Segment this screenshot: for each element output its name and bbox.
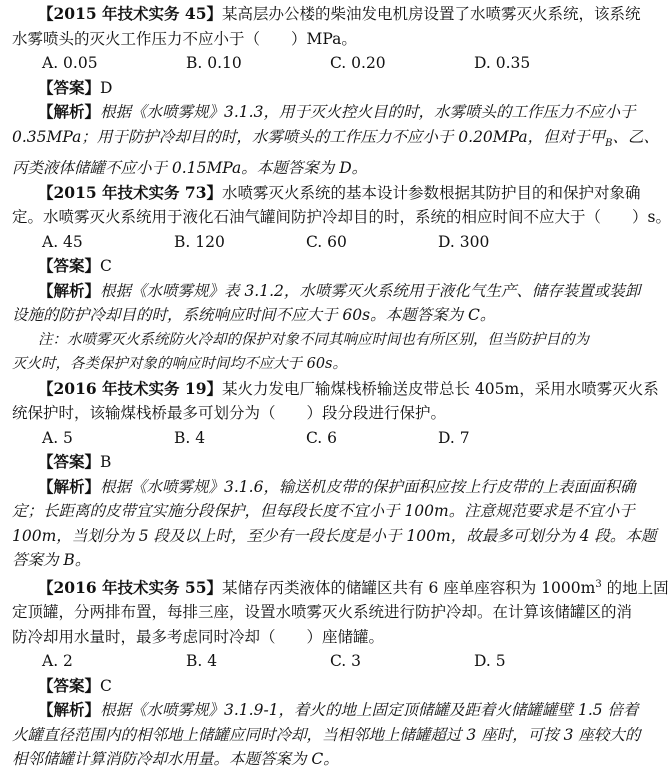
question-stem: 定顶罐，分两排布置，每排三座，设置水喷雾灭火系统进行防护冷却。在计算该储罐区的消 [12,603,633,622]
option-a: A. 2 [42,652,73,671]
question-stem: 水雾喷头的灭火工作压力不应小于（ ）MPa。 [12,29,357,48]
analysis-label: 【解析】 [38,476,101,496]
analysis-line: 【解析】根据《水喷雾规》3.1.9-1，着火的地上固定顶储罐及距着火储罐罐壁 1.5 倍着 [38,700,639,720]
question-4 [12,573,669,772]
note-line: 灭火时，各类保护对象的响应时间均不应大于 60s。 [12,356,347,373]
analysis-line: 定；长距离的皮带宜实施分段保护，但每段长度不宜小于 100m。注意规范要求是不宜小于 [12,502,635,521]
question-1 [12,2,660,181]
analysis-line: 答案为 B。 [12,551,91,570]
analysis-line: 设施的防护冷却目的时，系统响应时间不应大于 60s。本题答案为 C。 [12,306,496,325]
option-b: B. 120 [174,232,225,251]
option-b: B. 4 [174,428,206,447]
option-c: C. 0.20 [330,54,386,72]
option-a: A. 0.05 [42,54,98,72]
answer-label: 【答案】 [38,77,101,97]
analysis-line: 0.35MPa；用于防护冷却目的时，水雾喷头的工作压力不应小于 0.20MPa，但对于甲$_B$、乙、 [12,127,660,149]
note-line: 注：水喷雾灭火系统防火冷却的保护对象不同其响应时间也有所区别，但当防护目的为 [38,331,589,348]
answer-value: C [100,676,112,695]
question-stem: 【2015 年技术实务 73】水喷雾灭火系统的基本设计参数根据其防护目的和保护对象确 [38,182,641,202]
answer-label: 【答案】 [38,675,101,695]
option-c: C. 6 [306,428,338,447]
answer-label: 【答案】 [38,256,101,276]
question-source-tag: 【2016 年技术实务 55】 [38,577,223,597]
options-row [12,51,618,76]
option-d: D. 7 [438,428,470,447]
option-d: D. 300 [438,232,490,251]
option-a: A. 5 [42,428,73,447]
analysis-line: 【解析】根据《水喷雾规》3.1.6，输送机皮带的保护面积应按上行皮带的上表面面积确 [38,476,636,496]
options-row [12,230,618,255]
question-source-tag: 【2015 年技术实务 73】 [38,182,223,202]
option-c: C. 60 [306,232,347,251]
analysis-line: 【解析】根据《水喷雾规》3.1.3，用于灭火控火目的时，水雾喷头的工作压力不应小于 [38,102,636,121]
question-stem: 防冷却用水量时，最多考虑同时冷却（ ）座储罐。 [12,627,385,646]
answer-line [12,450,618,475]
analysis-line: 【解析】根据《水喷雾规》表 3.1.2，水喷雾灭火系统用于液化气生产、储存装置或装卸 [38,280,641,300]
analysis-label: 【解析】 [38,102,101,121]
answer-label: 【答案】 [38,452,101,472]
analysis-line: 100m，当划分为 5 段及以上时，至少有一段长度是小于 100m，故最多可划分为 4 段。本题 [12,526,657,545]
answer-value: D [100,78,113,97]
question-source-tag: 【2016 年技术实务 19】 [38,378,223,398]
question-3 [12,377,659,573]
question-stem: 【2016 年技术实务 19】某火力发电厂输煤栈桥输送皮带总长 405m，采用水喷雾灭火系 [38,378,659,398]
question-stem: 统保护时，该输煤栈桥最多可划分为（ ）段分段进行保护。 [12,404,447,423]
options-row [12,649,618,674]
question-2 [12,181,671,377]
analysis-line: 丙类液体储罐不应小于 0.15MPa。本题答案为 D。 [12,159,368,178]
question-stem: 【2015 年技术实务 45】某高层办公楼的柴油发电机房设置了水喷雾灭火系统，该系统 [38,4,641,23]
option-b: B. 0.10 [186,54,242,72]
question-stem: 定。水喷雾灭火系统用于液化石油气罐间防护冷却目的时，系统的相应时间不应大于（ ）s。 [12,208,671,227]
question-stem: 【2016 年技术实务 55】某储存丙类液体的储罐区共有 6 座单座容积为 $1000m^3$ 的地上固 [38,577,669,597]
option-b: B. 4 [186,652,218,671]
options-row [12,426,618,451]
analysis-line: 相邻储罐计算消防冷却水用量。本题答案为 C。 [12,750,339,769]
answer-line [12,76,618,101]
option-d: D. 0.35 [474,54,531,72]
analysis-label: 【解析】 [38,280,101,300]
analysis-label: 【解析】 [38,700,101,720]
answer-value: C [100,257,112,276]
question-source-tag: 【2015 年技术实务 45】 [38,4,223,23]
option-d: D. 5 [474,652,506,671]
analysis-line: 火罐直径范围内的相邻地上储罐应同时冷却，当相邻地上储罐超过 3 座时，可按 3 座较大的 [12,725,641,744]
answer-line [12,674,618,699]
answer-value: B [100,453,112,472]
answer-line [12,254,618,279]
option-c: C. 3 [330,652,362,671]
option-a: A. 45 [42,232,83,251]
